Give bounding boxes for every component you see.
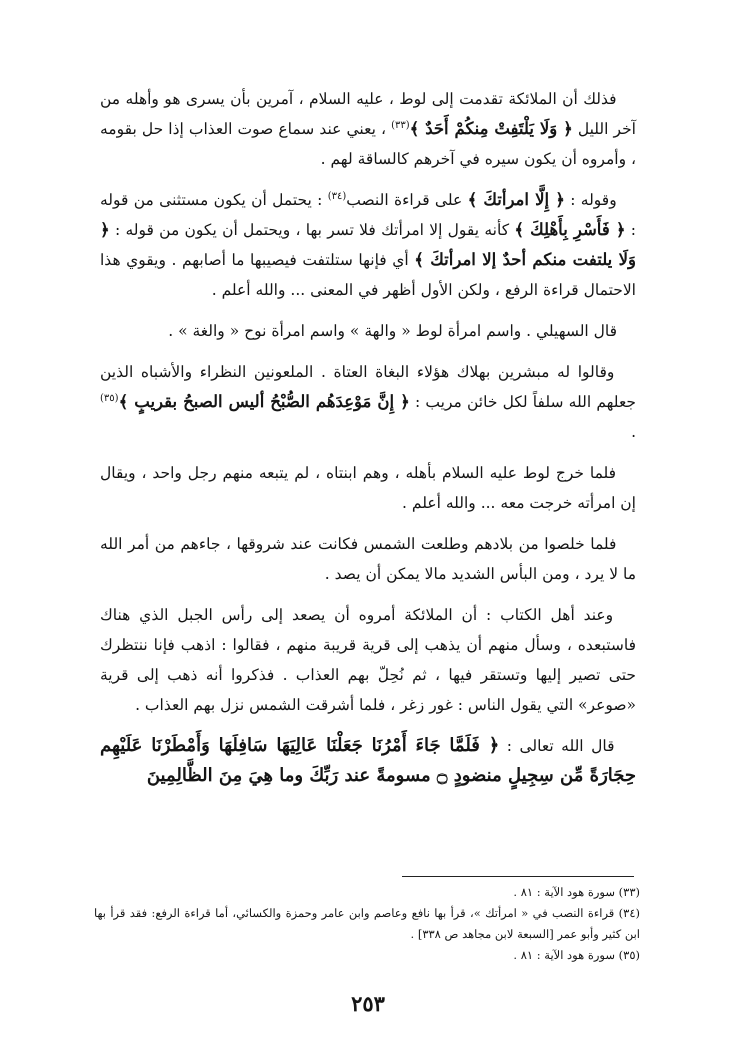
footnote-ref: (٣٣)	[391, 119, 410, 131]
paragraph-1: فذلك أن الملائكة تقدمت إلى لوط ، عليه السلام ، آمرين بأن يسرى هو وأهله من آخر الليل ﴿ وَلَا يَلْتَفِتْ مِنكُمْ أَحَدٌ ﴾$^{(٣٣)}$ ، يعني عند سماع صوت العذاب إذا حل بقومه ، وأمروه أن يكون سيره في آخرهم كالساقة لهم .	[100, 90, 636, 168]
footnote-33: (٣٣) سورة هود الآية : ٨١ .	[513, 885, 640, 899]
quran-verse: ﴿ إِنَّ مَوْعِدَهُم الصُّبْحُ أليس الصبحُ بقريبٍ ﴾	[118, 392, 410, 411]
footnotes	[94, 882, 640, 966]
paragraph-4: وقالوا له مبشرين بهلاك هؤلاء البغاة العتاة . الملعونين النظراء والأشباه الذين جعلهم الله سلفاً لكل خائن مريب : ﴿ إِنَّ مَوْعِدَهُم الصُّبْحُ أليس الصبحُ بقريبٍ ﴾$^{(٣٥)}$ .	[100, 363, 636, 441]
paragraph-6: فلما خلصوا من بلادهم وطلعت الشمس فكانت عند شروقها ، جاءهم من أمر الله ما لا يرد ، ومن البأس الشديد مالا يمكن أن يصد .	[100, 535, 636, 583]
quran-verse: ﴿ إِلَّا امرأتكَ ﴾	[467, 190, 565, 209]
footnote-divider	[402, 876, 634, 877]
footnote-34: (٣٤) قراءة النصب في « امرأتك »، قرأ بها نافع وعاصم وابن عامر وحمزة والكسائي، أما قراءة الرفع: فقد قرأ بها ابن كثير وأبو عمر [السبعة لابن مجاهد ص ٣٣٨] .	[94, 906, 640, 941]
footnote-35: (٣٥) سورة هود الآية : ٨١ .	[513, 948, 640, 962]
paragraph-7: وعند أهل الكتاب : أن الملائكة أمروه أن يصعد إلى رأس الجبل الذي هناك فاستبعده ، وسأل منهم أن يذهب إلى قرية قريبة منهم ، فقالوا : اذهب فإنا ننتظرك حتى تصير إليها وتستقر فيها ، ثم نُحِلّ بهم العذاب . فذكروا أنه ذهب إلى قرية «صوعر» التي يقول الناس : غور زغر ، فلما أشرقت الشمس نزل بهم العذاب .	[100, 606, 636, 714]
paragraph-8: قال الله تعالى : ﴿ فَلَمَّا جَاءَ أَمْرُنَا جَعَلْنَا عَالِيَهَا سَافِلَهَا وَأَمْطَرْنَا عَلَيْهِم حِجَارَةً مِّن سِجِيلٍ منضودٍ ۝ مسومةً عند رَبِّكَ وما هِيَ مِنَ الظَّالِمِينَ	[100, 735, 636, 786]
paragraph-3: قال السهيلي . واسم امرأة لوط « والهة » واسم امرأة نوح « والغة » .	[168, 322, 618, 340]
main-text	[100, 84, 636, 802]
quran-verse: ﴿ فَلَمَّا جَاءَ أَمْرُنَا جَعَلْنَا عَالِيَهَا سَافِلَهَا وَأَمْطَرْنَا عَلَيْهِم حِجَارَةً مِّن سِجِيلٍ منضودٍ ۝ مسومةً عند رَبِّكَ وما هِيَ مِنَ الظَّالِمِينَ	[100, 735, 636, 786]
page-number: ٢٥٣	[351, 991, 385, 1016]
footnote-ref: (٣٥)	[100, 392, 119, 404]
footnote-ref: (٣٤)	[327, 190, 347, 202]
quran-verse: ﴿ فَأَسْرِ بِأَهْلِكَ ﴾	[514, 220, 626, 239]
quran-verse: ﴿ وَلَا يَلْتَفِتْ مِنكُمْ أَحَدٌ ﴾	[409, 119, 573, 138]
paragraph-2: وقوله : ﴿ إِلَّا امرأتكَ ﴾ على قراءة النصب$^{(٣٤)}$ : يحتمل أن يكون مستثنى من قوله : ﴿ فَأَسْرِ بِأَهْلِكَ ﴾ كأنه يقول إلا امرأتك فلا تسر بها ، ويحتمل أن يكون من قوله : ﴿ وَلَا يلتفت منكم أحدٌ إلا امرأتكَ ﴾ أي فإنها ستلتفت فيصيبها ما أصابهم . ويقوي هذا الاحتمال قراءة الرفع ، ولكن الأول أظهر في المعنى ... والله أعلم .	[100, 190, 636, 299]
paragraph-5: فلما خرج لوط عليه السلام بأهله ، وهم ابنتاه ، لم يتبعه منهم رجل واحد ، ويقال إن امرأته خرجت معه ... والله أعلم .	[100, 464, 636, 512]
quran-verse: ﴿ وَلَا يلتفت منكم أحدٌ إلا امرأتكَ ﴾	[100, 220, 636, 269]
